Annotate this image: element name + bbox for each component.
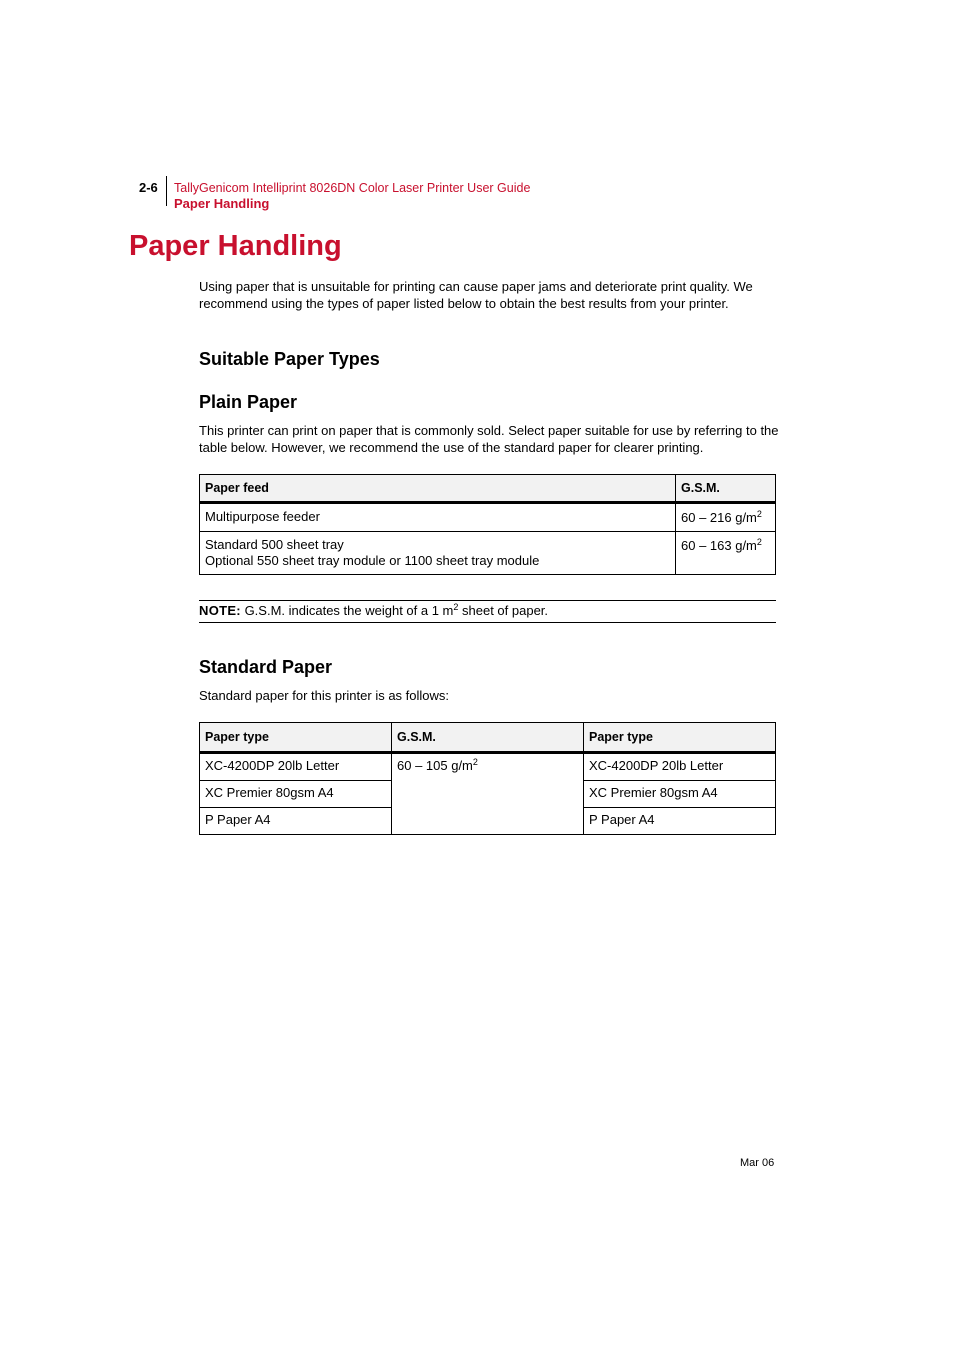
- paper-type-cell: P Paper A4: [584, 808, 776, 835]
- gsm-exponent: 2: [756, 537, 762, 547]
- page-number: 2-6: [139, 180, 158, 195]
- table-header-row: [200, 723, 776, 753]
- col-gsm: G.S.M.: [676, 475, 776, 503]
- feed-name-secondary: Optional 550 sheet tray module or 1100 sheet tray module: [205, 553, 540, 568]
- footer-date: Mar 06: [740, 1157, 775, 1169]
- gsm-cell: [676, 503, 776, 532]
- table-row: [200, 503, 776, 532]
- gsm-value: 60 – 216 g/m: [681, 510, 757, 525]
- paper-type-cell: XC-4200DP 20lb Letter: [584, 753, 776, 781]
- gsm-value: 60 – 105 g/m: [397, 758, 473, 773]
- running-section-name: Paper Handling: [174, 196, 270, 211]
- paper-type-cell: XC Premier 80gsm A4: [584, 781, 776, 808]
- gsm-value: 60 – 163 g/m: [681, 538, 757, 553]
- gsm-cell: [392, 753, 584, 835]
- paper-type-cell: XC-4200DP 20lb Letter: [200, 753, 392, 781]
- standard-paper-table: [199, 722, 776, 835]
- note-text: G.S.M. indicates the weight of a 1 m: [240, 603, 454, 618]
- gsm-exponent: 2: [756, 509, 762, 519]
- plain-paper-heading: Plain Paper: [199, 392, 298, 412]
- header-divider: [166, 176, 167, 206]
- standard-paper-heading: Standard Paper: [199, 657, 333, 677]
- col-gsm: G.S.M.: [392, 723, 584, 753]
- table-row: [200, 532, 776, 575]
- col-paper-feed: Paper feed: [200, 475, 676, 503]
- plain-paper-paragraph: This printer can print on paper that is commonly sold. Select paper suitable for use by referring to the table below. However, we recommend the use of the standard paper for clearer printing.: [199, 423, 779, 455]
- feed-name: Standard 500 sheet tray: [205, 537, 344, 552]
- paper-type-cell: P Paper A4: [200, 808, 392, 835]
- table-row: [200, 753, 776, 781]
- note-exponent: 2: [453, 602, 459, 612]
- feed-cell: [200, 503, 676, 532]
- gsm-cell: [676, 532, 776, 575]
- note-box: [199, 600, 776, 623]
- gsm-exponent: 2: [472, 757, 478, 767]
- col-paper-type-right: Paper type: [584, 723, 776, 753]
- table-header-row: [200, 475, 776, 503]
- suitable-paper-heading: Suitable Paper Types: [199, 349, 380, 369]
- paper-feed-table: [199, 474, 776, 575]
- intro-paragraph: Using paper that is unsuitable for printing can cause paper jams and deteriorate print quality. We recommend using the types of paper listed below to obtain the best results from your printer.: [199, 279, 753, 311]
- guide-title: TallyGenicom Intelliprint 8026DN Color Laser Printer User Guide: [174, 181, 531, 195]
- note-label: NOTE:: [199, 603, 241, 618]
- col-paper-type-left: Paper type: [200, 723, 392, 753]
- standard-paper-paragraph: Standard paper for this printer is as follows:: [199, 688, 450, 703]
- page-title: Paper Handling: [129, 230, 342, 262]
- paper-type-cell: XC Premier 80gsm A4: [200, 781, 392, 808]
- feed-cell: [200, 532, 676, 575]
- feed-name: Multipurpose feeder: [205, 509, 320, 524]
- note-text-end: sheet of paper.: [458, 603, 549, 618]
